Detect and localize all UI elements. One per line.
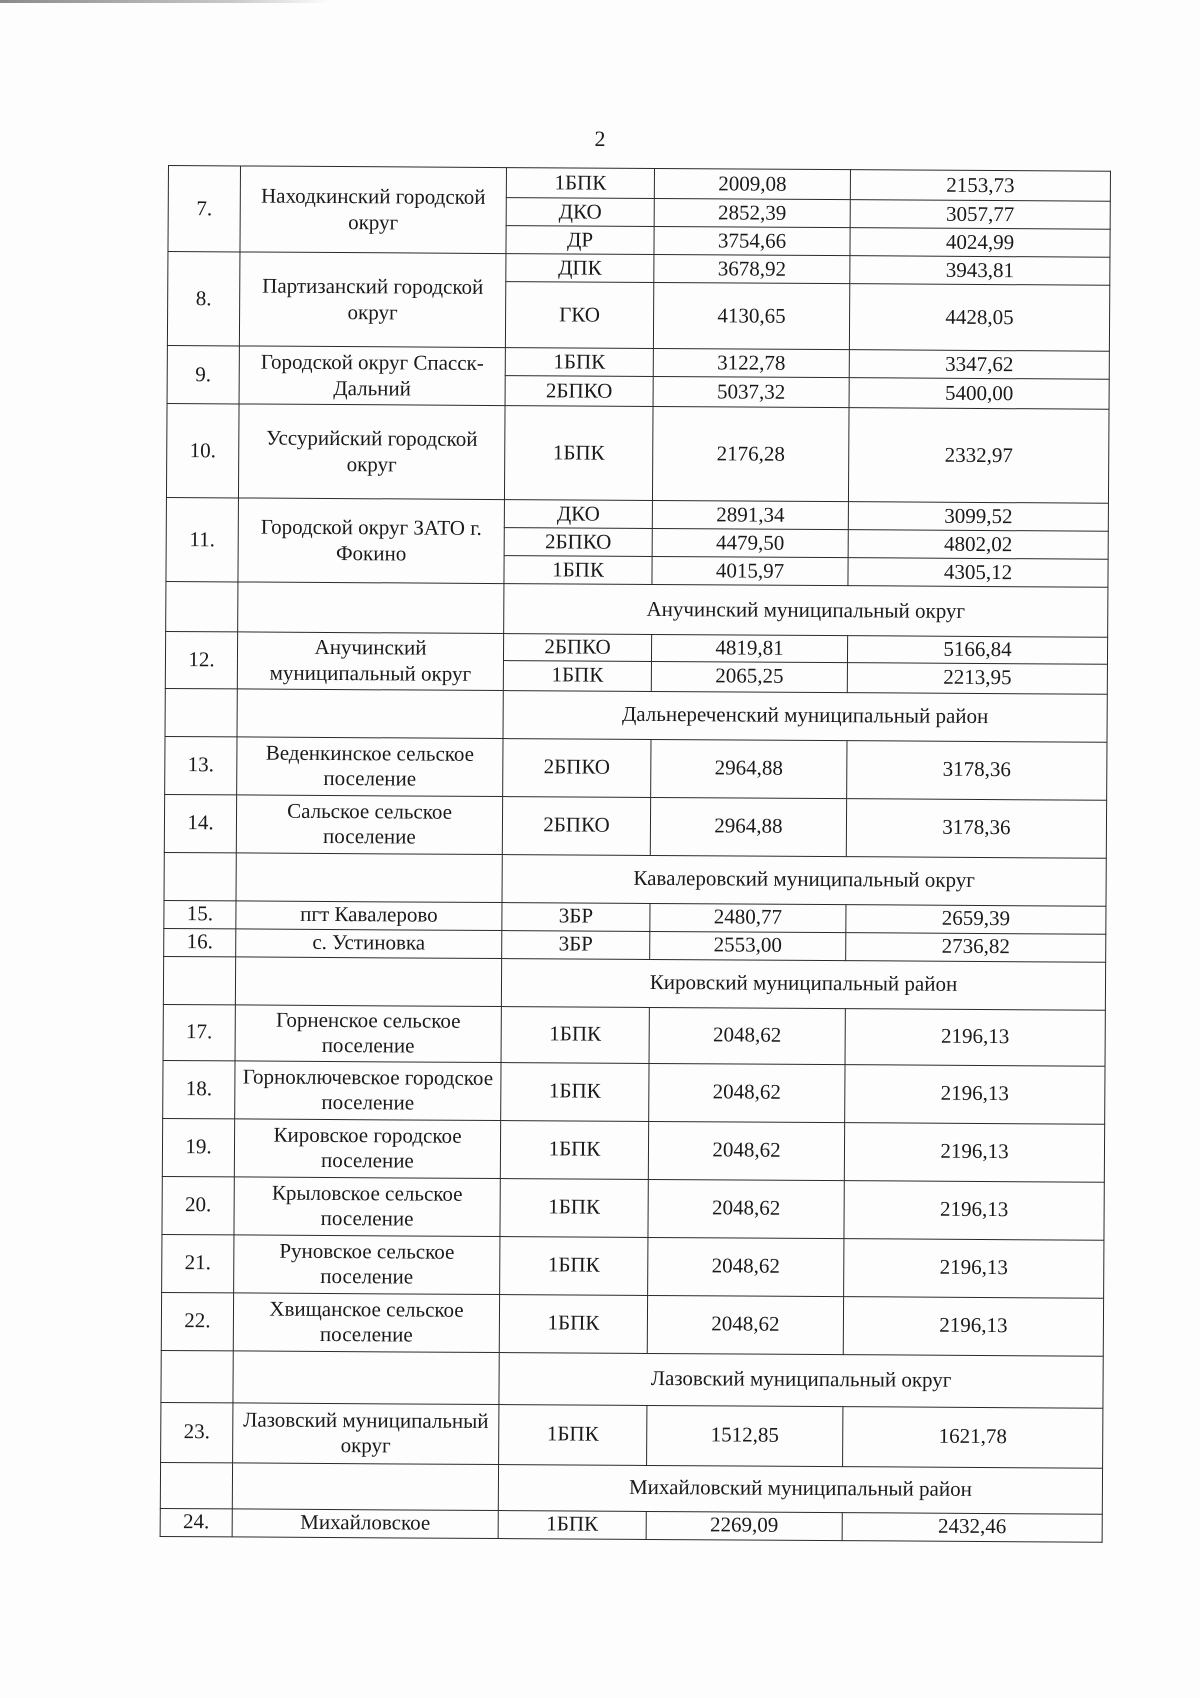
- building-type-code: ДР: [506, 226, 654, 255]
- tariff-value-1: 2891,34: [652, 500, 848, 529]
- scan-edge-artifact: [0, 0, 330, 3]
- municipality-name: Михайловское: [232, 1509, 498, 1539]
- tariff-value-1: 4479,50: [652, 528, 848, 557]
- tariff-value-2: 2196,13: [844, 1238, 1104, 1298]
- municipality-name: Городской округ ЗАТО г. Фокино: [238, 498, 505, 584]
- building-type-code: 1БПК: [498, 1510, 646, 1539]
- table-row: [167, 345, 1109, 379]
- tariff-value-1: 2553,00: [650, 931, 846, 960]
- row-number: 22.: [161, 1292, 233, 1350]
- table-row: [163, 1004, 1105, 1066]
- tariff-value-2: 3178,36: [847, 740, 1107, 800]
- empty-name-cell: [236, 853, 502, 903]
- section-title: Анучинский муниципальный округ: [504, 584, 1108, 638]
- empty-num-cell: [163, 956, 235, 1004]
- building-type-code: 1БПК: [500, 1120, 648, 1179]
- municipality-name: Анучинский муниципальный округ: [237, 632, 503, 690]
- page-number: 2: [594, 126, 606, 151]
- tariff-value-2: 2432,46: [842, 1512, 1102, 1542]
- row-number: 14.: [164, 794, 236, 852]
- row-number: 8.: [167, 252, 240, 346]
- tariff-value-2: 2196,13: [845, 1008, 1105, 1066]
- tariff-value-2: 2196,13: [845, 1064, 1105, 1124]
- tariff-value-1: 2176,28: [652, 406, 849, 501]
- tariff-value-1: 2009,08: [654, 168, 850, 199]
- section-row: [166, 581, 1108, 637]
- empty-num-cell: [166, 581, 238, 631]
- section-title: Дальнереченский муниципальный район: [503, 690, 1107, 742]
- row-number: 10.: [166, 403, 239, 497]
- empty-num-cell: [164, 852, 236, 900]
- building-type-code: ДКО: [504, 500, 652, 529]
- building-type-code: 1БПК: [500, 1178, 648, 1237]
- building-type-code: 1БПК: [504, 556, 652, 585]
- building-type-code: 3БР: [502, 902, 650, 931]
- tariff-table: [160, 165, 1111, 1542]
- building-type-code: 1БПК: [501, 1006, 649, 1063]
- row-number: 11.: [166, 497, 239, 581]
- tariff-value-2: 2196,13: [844, 1180, 1104, 1240]
- tariff-value-2: 1621,78: [843, 1406, 1103, 1468]
- tariff-value-2: 4428,05: [849, 284, 1109, 352]
- table-row: [166, 403, 1109, 503]
- tariff-value-1: 2964,88: [650, 797, 846, 856]
- municipality-name: Партизанский городской округ: [239, 252, 506, 348]
- municipality-name: Веденкинское сельское поселение: [237, 737, 503, 797]
- table-row: [165, 631, 1107, 663]
- municipality-name: Кировское городское поселение: [234, 1119, 500, 1179]
- municipality-name: Хвищанское сельское поселение: [233, 1293, 499, 1353]
- table-row: [168, 252, 1110, 286]
- tariff-value-2: 5400,00: [849, 378, 1109, 410]
- municipality-name: Сальское сельское поселение: [236, 795, 502, 855]
- building-type-code: 3БР: [502, 930, 650, 959]
- empty-num-cell: [165, 688, 237, 736]
- tariff-value-1: 2048,62: [647, 1295, 843, 1354]
- row-number: 18.: [163, 1060, 235, 1118]
- building-type-code: 1БПК: [504, 406, 653, 501]
- empty-name-cell: [238, 582, 504, 634]
- row-number: 20.: [162, 1176, 234, 1234]
- tariff-value-1: 3678,92: [654, 254, 850, 283]
- tariff-value-2: 2153,73: [850, 170, 1110, 202]
- municipality-name: Уссурийский городской округ: [238, 404, 505, 500]
- building-type-code: 1БПК: [501, 1062, 649, 1121]
- tariff-value-1: 1512,85: [647, 1405, 843, 1466]
- municipality-name: Горноключевское городское поселение: [235, 1061, 501, 1121]
- building-type-code: 1БПК: [500, 1236, 648, 1295]
- empty-name-cell: [237, 689, 503, 739]
- tariff-value-1: 4819,81: [651, 634, 847, 662]
- municipality-name: Крыловское сельское поселение: [234, 1177, 500, 1237]
- building-type-code: ДПК: [506, 254, 654, 283]
- table-row: [163, 1060, 1105, 1124]
- tariff-value-2: 3347,62: [849, 350, 1109, 380]
- tariff-value-1: 2065,25: [651, 661, 847, 692]
- tariff-value-2: 2659,39: [846, 904, 1106, 934]
- tariff-value-2: 5166,84: [847, 636, 1107, 664]
- tariff-value-1: 4015,97: [652, 556, 848, 585]
- row-number: 12.: [165, 631, 237, 688]
- row-number: 23.: [161, 1402, 233, 1462]
- empty-name-cell: [233, 1351, 499, 1405]
- row-number: 19.: [162, 1118, 234, 1176]
- tariff-value-2: 3943,81: [850, 256, 1110, 286]
- table-row: [160, 1508, 1102, 1542]
- building-type-code: 1БПК: [503, 660, 651, 691]
- row-number: 17.: [163, 1004, 235, 1060]
- section-row: [164, 852, 1106, 906]
- row-number: 13.: [165, 736, 237, 794]
- building-type-code: ГКО: [505, 282, 653, 349]
- row-number: 16.: [164, 928, 236, 956]
- tariff-value-1: 2048,62: [648, 1179, 844, 1238]
- section-row: [165, 688, 1107, 742]
- tariff-value-2: 4024,99: [850, 228, 1110, 258]
- table-row: [161, 1292, 1103, 1356]
- tariff-value-1: 2048,62: [649, 1063, 845, 1122]
- tariff-value-2: 4305,12: [848, 558, 1108, 588]
- table-row: [161, 1402, 1103, 1468]
- municipality-name: Руновское сельское поселение: [234, 1235, 500, 1295]
- table-row: [162, 1118, 1104, 1182]
- tariff-value-2: 3099,52: [848, 502, 1108, 532]
- tariff-value-1: 2964,88: [651, 739, 847, 798]
- tariff-value-2: 2196,13: [844, 1122, 1104, 1182]
- tariff-value-1: 3754,66: [654, 226, 850, 255]
- tariff-value-2: 2213,95: [847, 662, 1107, 694]
- section-title: Кавалеровский муниципальный округ: [502, 854, 1106, 906]
- section-title: Кировский муниципальный район: [501, 958, 1105, 1010]
- empty-name-cell: [235, 957, 501, 1007]
- municipality-name: Лазовский муниципальный округ: [233, 1403, 499, 1465]
- municipality-name: Находкинский городской округ: [240, 166, 507, 254]
- table-row: [168, 166, 1110, 202]
- tariff-value-1: 2048,62: [648, 1237, 844, 1296]
- building-type-code: 1БПК: [499, 1294, 647, 1353]
- building-type-code: 2БПКО: [505, 376, 653, 407]
- municipality-name: с. Устиновка: [236, 929, 502, 959]
- section-title: Лазовский муниципальный округ: [499, 1352, 1103, 1408]
- tariff-value-1: 2048,62: [648, 1121, 844, 1180]
- row-number: 9.: [167, 345, 239, 403]
- building-type-code: ДКО: [506, 198, 654, 227]
- tariff-value-2: 3057,77: [850, 200, 1110, 230]
- row-number: 7.: [168, 166, 241, 252]
- building-type-code: 1БПК: [499, 1404, 647, 1465]
- row-number: 24.: [160, 1508, 232, 1536]
- table-row: [165, 736, 1107, 800]
- building-type-code: 1БПК: [506, 168, 654, 199]
- empty-name-cell: [232, 1463, 498, 1511]
- table-row: [166, 497, 1108, 531]
- building-type-code: 2БПКО: [503, 738, 651, 797]
- empty-num-cell: [160, 1462, 232, 1508]
- section-row: [163, 956, 1105, 1010]
- tariff-value-2: 4802,02: [848, 530, 1108, 560]
- table-row: [162, 1234, 1104, 1298]
- building-type-code: 2БПКО: [503, 634, 651, 662]
- section-row: [161, 1350, 1103, 1408]
- tariff-value-1: 2048,62: [649, 1007, 845, 1064]
- tariff-value-2: 2736,82: [846, 932, 1106, 962]
- tariff-value-1: 2852,39: [654, 198, 850, 227]
- municipality-name: Горненское сельское поселение: [235, 1005, 501, 1063]
- row-number: 21.: [162, 1234, 234, 1292]
- section-row: [160, 1462, 1102, 1514]
- tariff-value-2: 2332,97: [848, 408, 1109, 504]
- tariff-value-1: 2269,09: [646, 1511, 842, 1540]
- empty-num-cell: [161, 1350, 233, 1402]
- tariff-value-2: 2196,13: [843, 1296, 1103, 1356]
- building-type-code: 2БПКО: [504, 528, 652, 557]
- building-type-code: 1БПК: [505, 348, 653, 377]
- tariff-value-1: 3122,78: [653, 348, 849, 377]
- row-number: 15.: [164, 900, 236, 928]
- table-row: [162, 1176, 1104, 1240]
- tariff-value-1: 2480,77: [650, 903, 846, 932]
- section-title: Михайловский муниципальный район: [498, 1464, 1102, 1514]
- municipality-name: Городской округ Спасск-Дальний: [239, 346, 505, 406]
- building-type-code: 2БПКО: [502, 796, 650, 855]
- tariff-value-1: 5037,32: [653, 376, 849, 407]
- municipality-name: пгт Кавалерово: [236, 901, 502, 931]
- tariff-value-2: 3178,36: [846, 798, 1106, 858]
- tariff-value-1: 4130,65: [653, 282, 849, 349]
- table-row: [164, 794, 1106, 858]
